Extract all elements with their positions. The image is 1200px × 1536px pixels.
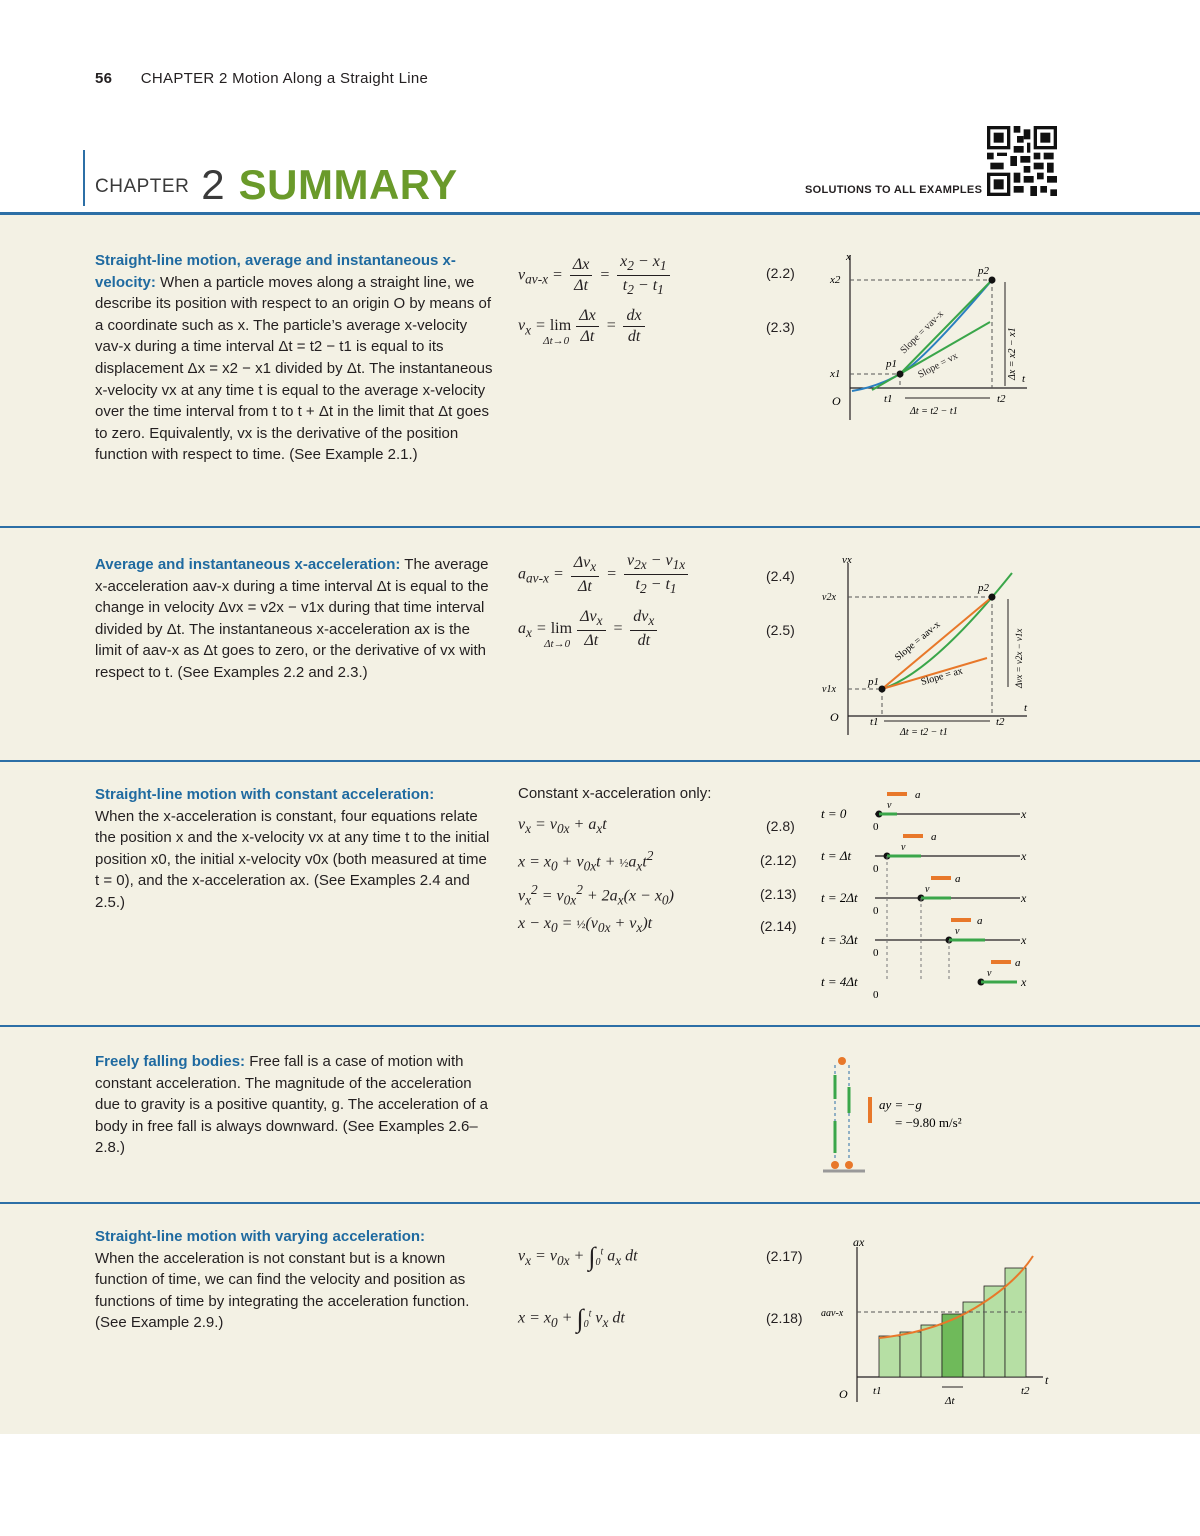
tick-label: x2 xyxy=(830,274,841,286)
equation-avg-acceleration: $a_{av-x}$ = $\frac{\Delta v_x}{\Delta t}$ = $\frac{v_{2x} - v_{1x}}{t_2 - t_1}$ xyxy=(518,552,691,597)
equation-number: (2.14) xyxy=(760,918,797,934)
acceleration-time-graph xyxy=(815,1232,1055,1427)
origin-label: O xyxy=(832,394,841,408)
equation-velocity-integral: $v_x = v_{0x} + \int_0^t$ $a_x$ dt xyxy=(518,1242,638,1271)
tick-label: v1x xyxy=(822,684,836,695)
acceleration-label: a xyxy=(955,873,961,885)
point-p2 xyxy=(989,594,996,601)
section-constant-acceleration xyxy=(0,762,1200,1027)
section-acceleration xyxy=(0,528,1200,762)
dt-label: Δt xyxy=(945,1395,955,1407)
section-varying-acceleration xyxy=(0,1204,1200,1434)
section-lead: Straight-line motion with varying acceleration: xyxy=(95,1228,426,1245)
section-velocity-text xyxy=(95,250,495,466)
time-label: t = 2Δt xyxy=(821,890,858,905)
velocity-label: v xyxy=(987,968,992,979)
qr-code-icon xyxy=(986,126,1058,196)
section-body: Free fall is a case of motion with constant acceleration. The magnitude of the acceleration due to gravity is a positive quantity, g. The acceleration of a body in free fall is always downward. (See Examples 2.6–2.8.) xyxy=(95,1053,489,1157)
axis-label: x xyxy=(1021,891,1027,905)
equation-position-time: $x = x_0 + v_{0x}t$ + $\frac{1}{2}a_xt^2$ xyxy=(518,848,654,874)
aav-label: aav-x xyxy=(821,1308,844,1319)
time-label: t = 4Δt xyxy=(821,974,858,989)
section-free-fall xyxy=(0,1027,1200,1204)
equation-number: (2.8) xyxy=(766,818,795,834)
time-label: t = Δt xyxy=(821,848,852,863)
motion-row xyxy=(821,789,1027,833)
point-label: p1 xyxy=(886,358,897,370)
motion-row xyxy=(821,915,1027,959)
section-varying-text xyxy=(95,1226,495,1334)
point-p2 xyxy=(989,277,996,284)
ball xyxy=(831,1161,839,1169)
chapter-title: SUMMARY xyxy=(238,161,458,208)
tangent-line xyxy=(872,322,990,390)
tick-label: t1 xyxy=(870,716,879,728)
chapter-heading xyxy=(83,150,458,206)
equation-velocity-time: $v_x = v_{0x} + a_xt$ xyxy=(518,816,607,837)
axis-label: t xyxy=(1022,373,1026,385)
point-p1 xyxy=(897,371,904,378)
time-label: t = 3Δt xyxy=(821,932,858,947)
ay-label: ay = −g xyxy=(879,1097,922,1112)
equation-number: (2.5) xyxy=(766,622,795,638)
ay-value: = −9.80 m/s² xyxy=(895,1115,962,1130)
equation-inst-acceleration: $a_x = \lim_{\Delta t\to 0}$ $\frac{\Delta v_x}{\Delta t}$ = $\frac{dv_x}{dt}$ xyxy=(518,608,660,650)
velocity-label: v xyxy=(955,926,960,937)
section-velocity xyxy=(0,215,1200,528)
motion-row xyxy=(821,831,1027,875)
equation-number: (2.17) xyxy=(766,1248,803,1264)
origin-label: 0 xyxy=(873,989,879,1001)
tick-label: t1 xyxy=(884,393,893,405)
time-label: t = 0 xyxy=(821,806,847,821)
position-time-graph xyxy=(812,250,1042,430)
axis-label: x xyxy=(1021,849,1027,863)
axis-label: ax xyxy=(853,1235,865,1249)
origin-label: O xyxy=(830,710,839,724)
axis-label: x xyxy=(1021,933,1027,947)
slope-label: Slope = vx xyxy=(916,350,960,381)
section-lead: Average and instantaneous x-acceleration: xyxy=(95,556,401,573)
equations-label: Constant x-acceleration only: xyxy=(518,785,712,802)
motion-diagram xyxy=(815,782,1045,1012)
point-p1 xyxy=(879,686,886,693)
section-free-fall-text xyxy=(95,1051,495,1159)
dt-label: Δt = t2 − t1 xyxy=(910,406,958,417)
origin-label: 0 xyxy=(873,947,879,959)
section-body: When the x-acceleration is constant, four equations relate the position x and the x-velocity vx at any time t to the initial position x0, the initial x-velocity v0x (both measured at time t = 0), and the x-acceleration ax. (See Examples 2.4 and 2.5.) xyxy=(95,807,490,911)
rect-bar xyxy=(921,1325,942,1377)
section-lead: Straight-line motion with constant acceleration: xyxy=(95,786,435,803)
origin-label: 0 xyxy=(873,863,879,875)
bar-group xyxy=(879,1268,1026,1377)
point-label: p2 xyxy=(978,265,989,277)
equation-velocity-position: $v_x^2 = v_{0x}^2 + 2a_x(x - x_0)$ xyxy=(518,882,674,908)
ball xyxy=(838,1057,846,1065)
section-lead: Freely falling bodies: xyxy=(95,1053,246,1070)
tick-label: v2x xyxy=(822,592,836,603)
axis-label: vx xyxy=(842,554,852,566)
equation-avg-velocity: $v_{av-x}$ = $\frac{\Delta x}{\Delta t}$ = $\frac{x_2 - x_1}{t_2 - t_1}$ xyxy=(518,253,673,298)
slope-label: Slope = ax xyxy=(919,665,965,688)
motion-row xyxy=(821,873,1027,917)
axis-label: x xyxy=(846,251,851,263)
rect-bar xyxy=(879,1336,900,1377)
tick-label: x1 xyxy=(830,368,841,380)
point-label: p2 xyxy=(978,582,989,594)
acceleration-label: a xyxy=(1015,957,1021,969)
axis-label: t xyxy=(1045,1373,1049,1387)
slope-label: Slope = vav-x xyxy=(898,308,946,357)
chapter-word: CHAPTER xyxy=(95,176,190,197)
running-head xyxy=(95,70,428,87)
section-acceleration-text xyxy=(95,554,495,684)
free-fall-diagram xyxy=(815,1047,1015,1182)
equation-position-average: $x - x_0$ = $\frac{1}{2}(v_{0x} + v_x)t$ xyxy=(518,915,653,936)
motion-row xyxy=(821,957,1027,1001)
acceleration-label: a xyxy=(915,789,921,801)
axis-label: x xyxy=(1021,807,1027,821)
tick-label: t2 xyxy=(1021,1385,1030,1397)
velocity-time-graph xyxy=(812,553,1042,743)
section-body: When the acceleration is not constant but is a known function of time, we can find the velocity and position as functions of time by integrating the acceleration function. (See Example 2.9.) xyxy=(95,1249,470,1332)
rect-bar xyxy=(900,1332,921,1377)
equation-inst-velocity: $v_x = \lim_{\Delta t\to 0}$ $\frac{\Delta x}{\Delta t}$ = $\frac{dx}{dt}$ xyxy=(518,307,648,346)
equation-number: (2.3) xyxy=(766,319,795,335)
point-label: p1 xyxy=(868,676,879,688)
equation-number: (2.18) xyxy=(766,1310,803,1326)
origin-label: 0 xyxy=(873,821,879,833)
tick-label: t1 xyxy=(873,1385,882,1397)
axis-label: x xyxy=(1021,975,1027,989)
axis-label: t xyxy=(1024,702,1028,714)
tick-label: t2 xyxy=(996,716,1005,728)
ball xyxy=(845,1161,853,1169)
running-title: CHAPTER 2 Motion Along a Straight Line xyxy=(140,70,429,87)
origin-label: 0 xyxy=(873,905,879,917)
equation-number: (2.4) xyxy=(766,568,795,584)
origin-label: O xyxy=(839,1387,848,1401)
dt-label: Δt = t2 − t1 xyxy=(900,727,948,738)
equation-number: (2.2) xyxy=(766,265,795,281)
section-body: The average x-acceleration aav-x during a time interval Δt is equal to the change in velocity Δvx = v2x − v1x during that time interval divided by Δt. The instantaneous x-acceleration ax is the limit of aav-x as Δt goes to zero, or the derivative of vx with respect to t. (See Examples 2.2 and 2.3.) xyxy=(95,556,489,681)
chapter-number: 2 xyxy=(201,161,225,208)
equation-number: (2.13) xyxy=(760,886,797,902)
velocity-label: v xyxy=(901,842,906,853)
equation-position-integral: $x = x_0 + \int_0^t$ $v_x$ dt xyxy=(518,1304,625,1333)
section-body: When a particle moves along a straight line, we describe its position with respect to an origin O by means of a coordinate such as x. The particle’s average x-velocity vav-x during a time interval Δt = t2 − t1 is equal to its displacement Δx = x2 − x1 divided by Δt. The instantaneous x-velocity vx at any time t is equal to the average x-velocity over the time interval from t to t + Δt in the limit that Δt goes to zero. Equivalently, vx is the derivative of the position function with respect to time. (See Example 2.1.) xyxy=(95,273,493,464)
solutions-label: SOLUTIONS TO ALL EXAMPLES xyxy=(805,184,983,196)
dx-label: Δx = x2 − x1 xyxy=(1007,327,1018,380)
acceleration-label: a xyxy=(977,915,983,927)
equation-number: (2.12) xyxy=(760,852,797,868)
slope-label: Slope = aav-x xyxy=(892,619,943,664)
velocity-label: v xyxy=(925,884,930,895)
velocity-label: v xyxy=(887,800,892,811)
dv-label: Δvx = v2x − v1x xyxy=(1014,628,1024,688)
section-lead: Straight-line motion, average and instantaneous x-velocity: xyxy=(95,252,456,291)
page-number: 56 xyxy=(95,70,113,87)
tick-label: t2 xyxy=(997,393,1006,405)
section-constant-text xyxy=(95,784,495,914)
acceleration-label: a xyxy=(931,831,937,843)
